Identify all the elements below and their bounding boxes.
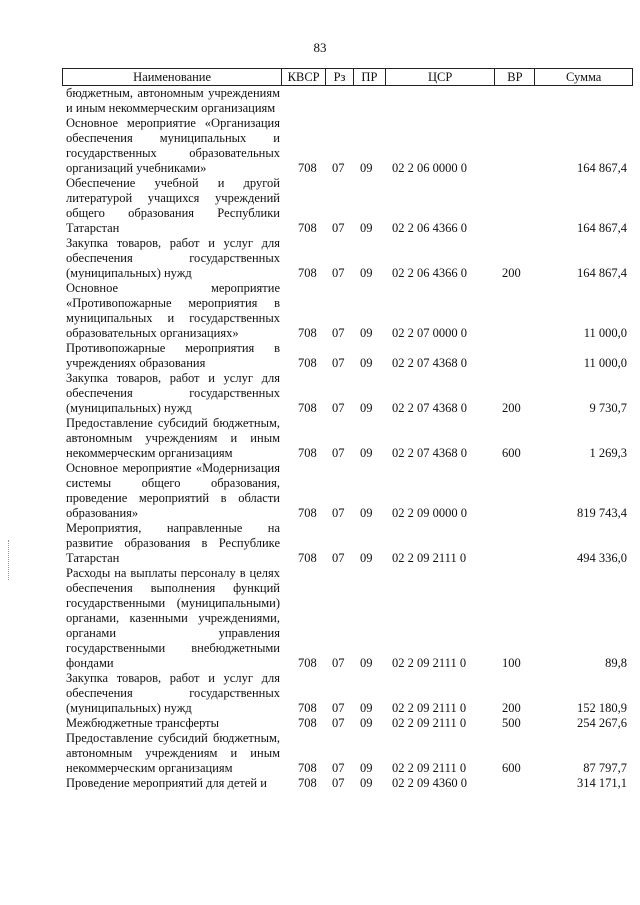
row-name: Проведение мероприятий для детей и bbox=[66, 776, 267, 790]
row-kvsr: 708 bbox=[298, 776, 317, 790]
row-rz: 07 bbox=[332, 776, 345, 790]
row-rz: 07 bbox=[332, 161, 345, 175]
row-name: Мероприятия, направленные на развитие образования в Республике Татарстан bbox=[66, 521, 280, 565]
row-sum: 819 743,4 bbox=[577, 506, 627, 520]
row-pr: 09 bbox=[360, 266, 373, 280]
header-vr: ВР bbox=[495, 69, 535, 85]
row-sum: 152 180,9 bbox=[577, 701, 627, 715]
row-csr: 02 2 09 2111 0 bbox=[392, 716, 467, 730]
row-pr: 09 bbox=[360, 506, 373, 520]
row-sum: 11 000,0 bbox=[583, 356, 627, 370]
row-name: Предоставление субсидий бюджетным, автономным учреждениям и иным некоммерческим организациям bbox=[66, 731, 280, 775]
row-pr: 09 bbox=[360, 356, 373, 370]
row-csr: 02 2 06 4366 0 bbox=[392, 266, 467, 280]
row-pr: 09 bbox=[360, 161, 373, 175]
row-kvsr: 708 bbox=[298, 506, 317, 520]
row-pr: 09 bbox=[360, 446, 373, 460]
row-csr: 02 2 07 0000 0 bbox=[392, 326, 467, 340]
row-name: Основное мероприятие «Противопожарные мероприятия в муниципальных и государственных образовательных организациях» bbox=[66, 281, 280, 340]
row-csr: 02 2 09 4360 0 bbox=[392, 776, 467, 790]
row-vr: 200 bbox=[502, 266, 521, 280]
row-pr: 09 bbox=[360, 656, 373, 670]
row-vr: 500 bbox=[502, 716, 521, 730]
row-csr: 02 2 09 2111 0 bbox=[392, 701, 467, 715]
row-csr: 02 2 07 4368 0 bbox=[392, 446, 467, 460]
row-csr: 02 2 06 0000 0 bbox=[392, 161, 467, 175]
row-sum: 494 336,0 bbox=[577, 551, 627, 565]
row-vr: 100 bbox=[502, 656, 521, 670]
row-rz: 07 bbox=[332, 266, 345, 280]
row-kvsr: 708 bbox=[298, 551, 317, 565]
row-name: Основное мероприятие «Модернизация системы общего образования, проведение мероприятий в области образования» bbox=[66, 461, 280, 520]
row-csr: 02 2 07 4368 0 bbox=[392, 401, 467, 415]
table-row bbox=[62, 176, 633, 236]
table-row bbox=[62, 116, 633, 176]
row-name: Обеспечение учебной и другой литературой учащихся учреждений общего образования Республики Татарстан bbox=[66, 176, 280, 235]
row-vr: 200 bbox=[502, 401, 521, 415]
row-csr: 02 2 09 2111 0 bbox=[392, 761, 467, 775]
row-kvsr: 708 bbox=[298, 266, 317, 280]
table-row bbox=[62, 521, 633, 566]
row-sum: 1 269,3 bbox=[589, 446, 627, 460]
row-sum: 9 730,7 bbox=[589, 401, 627, 415]
row-pr: 09 bbox=[360, 326, 373, 340]
row-name: Противопожарные мероприятия в учреждениях образования bbox=[66, 341, 280, 370]
row-rz: 07 bbox=[332, 506, 345, 520]
row-kvsr: 708 bbox=[298, 326, 317, 340]
row-kvsr: 708 bbox=[298, 716, 317, 730]
row-rz: 07 bbox=[332, 356, 345, 370]
row-pr: 09 bbox=[360, 761, 373, 775]
row-rz: 07 bbox=[332, 401, 345, 415]
row-name: Предоставление субсидий бюджетным, автономным учреждениям и иным некоммерческим организациям bbox=[66, 416, 280, 460]
row-kvsr: 708 bbox=[298, 221, 317, 235]
row-pr: 09 bbox=[360, 221, 373, 235]
row-kvsr: 708 bbox=[298, 446, 317, 460]
table-row bbox=[62, 416, 633, 461]
row-sum: 87 797,7 bbox=[583, 761, 627, 775]
row-kvsr: 708 bbox=[298, 401, 317, 415]
row-kvsr: 708 bbox=[298, 161, 317, 175]
table-body bbox=[62, 86, 633, 791]
header-name: Наименование bbox=[63, 69, 282, 85]
row-rz: 07 bbox=[332, 716, 345, 730]
row-vr: 200 bbox=[502, 701, 521, 715]
row-pr: 09 bbox=[360, 701, 373, 715]
row-csr: 02 2 09 2111 0 bbox=[392, 551, 467, 565]
row-name: Расходы на выплаты персоналу в целях обеспечения выполнения функций государственными (муниципальными) органами, казенными учреждениями, органами управления государственными внебюджетными фондами bbox=[66, 566, 280, 670]
margin-mark bbox=[8, 540, 10, 580]
row-rz: 07 bbox=[332, 656, 345, 670]
row-rz: 07 bbox=[332, 221, 345, 235]
table-row bbox=[62, 341, 633, 371]
row-pr: 09 bbox=[360, 551, 373, 565]
budget-table bbox=[62, 68, 633, 791]
row-kvsr: 708 bbox=[298, 701, 317, 715]
header-csr: ЦСР bbox=[386, 69, 496, 85]
row-csr: 02 2 06 4366 0 bbox=[392, 221, 467, 235]
table-row bbox=[62, 731, 633, 776]
table-row bbox=[62, 776, 633, 791]
row-sum: 164 867,4 bbox=[577, 266, 627, 280]
row-pr: 09 bbox=[360, 401, 373, 415]
table-row bbox=[62, 461, 633, 521]
row-vr: 600 bbox=[502, 446, 521, 460]
header-rz: Рз bbox=[326, 69, 354, 85]
row-rz: 07 bbox=[332, 446, 345, 460]
row-sum: 254 267,6 bbox=[577, 716, 627, 730]
row-kvsr: 708 bbox=[298, 356, 317, 370]
row-pr: 09 bbox=[360, 716, 373, 730]
row-kvsr: 708 bbox=[298, 656, 317, 670]
row-pr: 09 bbox=[360, 776, 373, 790]
table-row bbox=[62, 671, 633, 716]
page-number: 83 bbox=[313, 40, 327, 55]
row-kvsr: 708 bbox=[298, 761, 317, 775]
row-rz: 07 bbox=[332, 701, 345, 715]
header-pr: ПР bbox=[354, 69, 386, 85]
header-kvsr: КВСР bbox=[282, 69, 326, 85]
row-csr: 02 2 09 2111 0 bbox=[392, 656, 467, 670]
row-rz: 07 bbox=[332, 326, 345, 340]
table-row bbox=[62, 371, 633, 416]
row-name: Закупка товаров, работ и услуг для обеспечения государственных (муниципальных) нужд bbox=[66, 236, 280, 280]
table-header bbox=[62, 68, 633, 86]
table-row bbox=[62, 236, 633, 281]
row-sum: 164 867,4 bbox=[577, 161, 627, 175]
table-row bbox=[62, 281, 633, 341]
table-row bbox=[62, 566, 633, 671]
table-row bbox=[62, 716, 633, 731]
row-rz: 07 bbox=[332, 761, 345, 775]
row-vr: 600 bbox=[502, 761, 521, 775]
row-name: Закупка товаров, работ и услуг для обеспечения государственных (муниципальных) нужд bbox=[66, 671, 280, 715]
row-sum: 11 000,0 bbox=[583, 326, 627, 340]
row-name: Основное мероприятие «Организация обеспечения муниципальных и государственных образовательных организаций учебниками» bbox=[66, 116, 280, 175]
row-sum: 314 171,1 bbox=[577, 776, 627, 790]
row-csr: 02 2 09 0000 0 bbox=[392, 506, 467, 520]
row-sum: 89,8 bbox=[605, 656, 627, 670]
table-row bbox=[62, 86, 633, 116]
row-name: бюджетным, автономным учреждениям и иным некоммерческим организациям bbox=[66, 86, 280, 115]
row-rz: 07 bbox=[332, 551, 345, 565]
row-name: Закупка товаров, работ и услуг для обеспечения государственных (муниципальных) нужд bbox=[66, 371, 280, 415]
row-sum: 164 867,4 bbox=[577, 221, 627, 235]
row-name: Межбюджетные трансферты bbox=[66, 716, 220, 730]
row-csr: 02 2 07 4368 0 bbox=[392, 356, 467, 370]
header-sum: Сумма bbox=[565, 70, 602, 84]
